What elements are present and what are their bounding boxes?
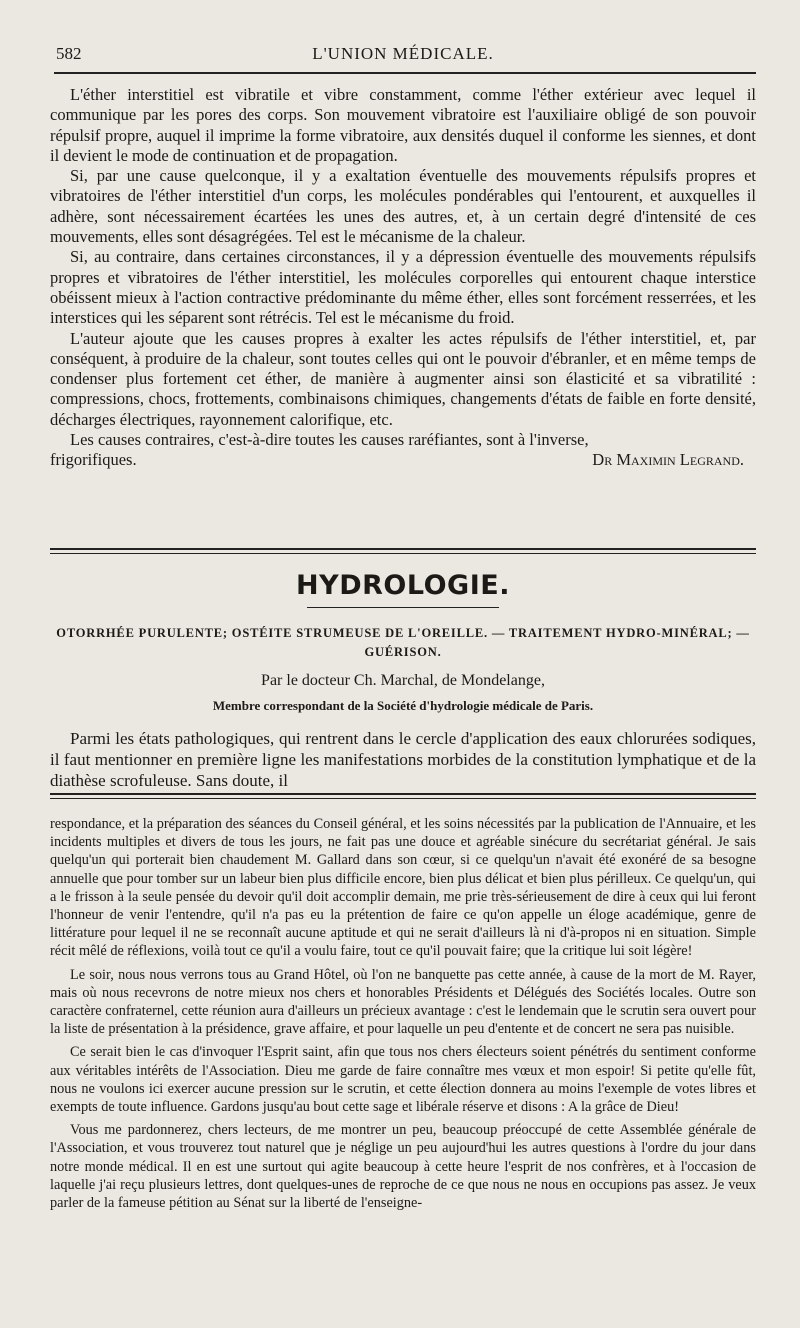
main-column bbox=[50, 85, 756, 471]
paragraph: Les causes contraires, c'est-à-dire toutes les causes raréfiantes, sont à l'inverse, bbox=[70, 430, 589, 450]
title-rule bbox=[307, 607, 499, 608]
paragraph-end: frigorifiques. bbox=[50, 450, 137, 470]
paragraph: L'auteur ajoute que les causes propres à exalter les actes répulsifs de l'éther interstitiel, et, par conséquent, à produire de la chaleur, sont toutes celles qui ont le pouvoir d'ébranler, et en même temps de condenser plus fortement cet éther, de manière à augmenter ainsi son élasticité et sa vibratilité : compressions, chocs, frottements, combinaisons chimiques, changements d'états de faible en forte densité, décharges électriques, rayonnement calorifique, etc. bbox=[50, 328, 756, 429]
article-body bbox=[50, 728, 756, 791]
feuilleton bbox=[50, 815, 756, 1217]
hydrologie-section bbox=[50, 548, 756, 791]
paragraph: Vous me pardonnerez, chers lecteurs, de me montrer un peu, beaucoup préoccupé de cette Assemblée générale de l'Association, et vous trouverez tout naturel que je néglige un peu aujourd'hui les autres questions à l'ordre du jour dans notre monde médical. Il en est une surtout qui agite beaucoup à cette heure l'esprit de nos confrères, et à l'occasion de laquelle j'ai reçu plusieurs lettres, dont quelques-unes de reproche de ce que nous ne nous en occupions pas assez. Je veux parler de la fameuse pétition au Sénat sur la liberté de l'enseigne- bbox=[50, 1122, 756, 1212]
paragraph: L'éther interstitiel est vibratile et vibre constamment, comme l'éther extérieur avec lequel il communique par les pores des corps. Son mouvement vibratoire est l'auxiliaire obligé de son pouvoir répulsif propre, auquel il imprime la forme vibratoire, aux densités duquel il conforme les siennes, et dont il devient le mode de continuation et de propagation. bbox=[50, 85, 756, 165]
page-number: 582 bbox=[56, 44, 82, 63]
feuilleton-rule bbox=[50, 793, 756, 799]
paragraph: Le soir, nous nous verrons tous au Grand Hôtel, où l'on ne banquette pas cette année, à cause de la mort de M. Rayer, mais où nous recevrons de notre mieux nos chers et honorables Présidents et Délégués des Sociétés locales. Outre son caractère confraternel, cette réunion aura d'ailleurs un précieux avantage : c'est le lendemain que le scrutin sera ouvert pour la liste de présentation à la présidence, grave affaire, et pour laquelle un peu d'entente et de concert ne sera pas nuisible. bbox=[50, 966, 756, 1038]
paragraph: Ce serait bien le cas d'invoquer l'Esprit saint, afin que tous nos chers électeurs soient pénétrés du sentiment conforme aux véritables intérêts de l'Association. Dieu me garde de faire connaître mes vœux et mon espoir! Si petite qu'elle fût, nous ne voulons ici exercer aucune pression sur le scrutin, et cette élection donnera au moins l'exemple de votes libres et exempts de toute influence. Gardons jusqu'au bout cette sage et libérale réserve et disons : A la grâce de Dieu! bbox=[50, 1044, 756, 1116]
paragraph: Si, par une cause quelconque, il y a exaltation éventuelle des mouvements répulsifs propres et vibratoires de l'éther interstitiel d'un corps, les molécules pondérables qui l'entourent, et auxquelles il adhère, sont nécessairement écartées les unes des autres, et, à un certain degré d'intensité de ces mouvements, elles sont désagrégées. Tel est le mécanisme de la chaleur. bbox=[50, 166, 756, 247]
author-signature: Dr Maximin Legrand. bbox=[592, 450, 744, 470]
header-rule bbox=[54, 72, 756, 74]
section-double-rule bbox=[50, 548, 756, 554]
byline: Par le docteur Ch. Marchal, de Mondelange, bbox=[261, 672, 545, 689]
author-affiliation: Membre correspondant de la Société d'hydrologie médicale de Paris. bbox=[212, 698, 594, 713]
running-title: L'UNION MÉDICALE. bbox=[312, 44, 494, 63]
article-title: OTORRHÉE PURULENTE; OSTÉITE STRUMEUSE DE L'OREILLE. — TRAITEMENT HYDRO-MINÉRAL; — GUÉRISON. bbox=[56, 626, 750, 659]
page-header bbox=[50, 40, 756, 70]
signature-line bbox=[50, 450, 756, 470]
paragraph: respondance, et la préparation des séances du Conseil général, et les soins nécessités par la publication de l'Annuaire, et les incidents multiples et divers de tous les jours, ne fait pas une douce et agréable sinécure du secrétariat général. Je sais quelqu'un qui porterait bien chaudement M. Gallard dans son cœur, si ce quelqu'un n'avait été exonéré de sa besogne annuelle que pour tomber sur un labeur bien plus difficile encore, bien plus délicat et bien plus périlleux. Ce quelqu'un, qui a le frisson à la seule pensée du devoir qu'il doit accomplir demain, me prie très-sérieusement de dire à ceux qui lui feront l'honneur de venir l'entendre, qu'il n'a pas eu la prétention de faire ce qu'on appelle un éloge académique, genre de littérature pour lequel il ne se reconnaît aucune aptitude et qui ne serait d'ailleurs là ni d'à-propos ni en situation. Simple récit mêlé de réflexions, voilà tout ce qu'il a voulu faire, tout ce qu'il pouvait faire; que la critique lui soit légère! bbox=[50, 816, 756, 960]
section-title: HYDROLOGIE. bbox=[296, 570, 510, 601]
paragraph: Parmi les états pathologiques, qui rentrent dans le cercle d'application des eaux chlorurées sodiques, il faut mentionner en première ligne les manifestations morbides de la constitution lymphatique et de la diathèse scrofuleuse. Sans doute, il bbox=[50, 729, 756, 790]
paragraph: Si, au contraire, dans certaines circonstances, il y a dépression éventuelle des mouvements répulsifs propres et vibratoires de l'éther interstitiel, les molécules corporelles qui entourent chaque interstice obéissent mieux à l'action contractive prédominante du même éther, elles sont forcément resserrées, et les interstices qui les séparent sont rétrécis. Tel est le mécanisme du froid. bbox=[50, 247, 756, 328]
